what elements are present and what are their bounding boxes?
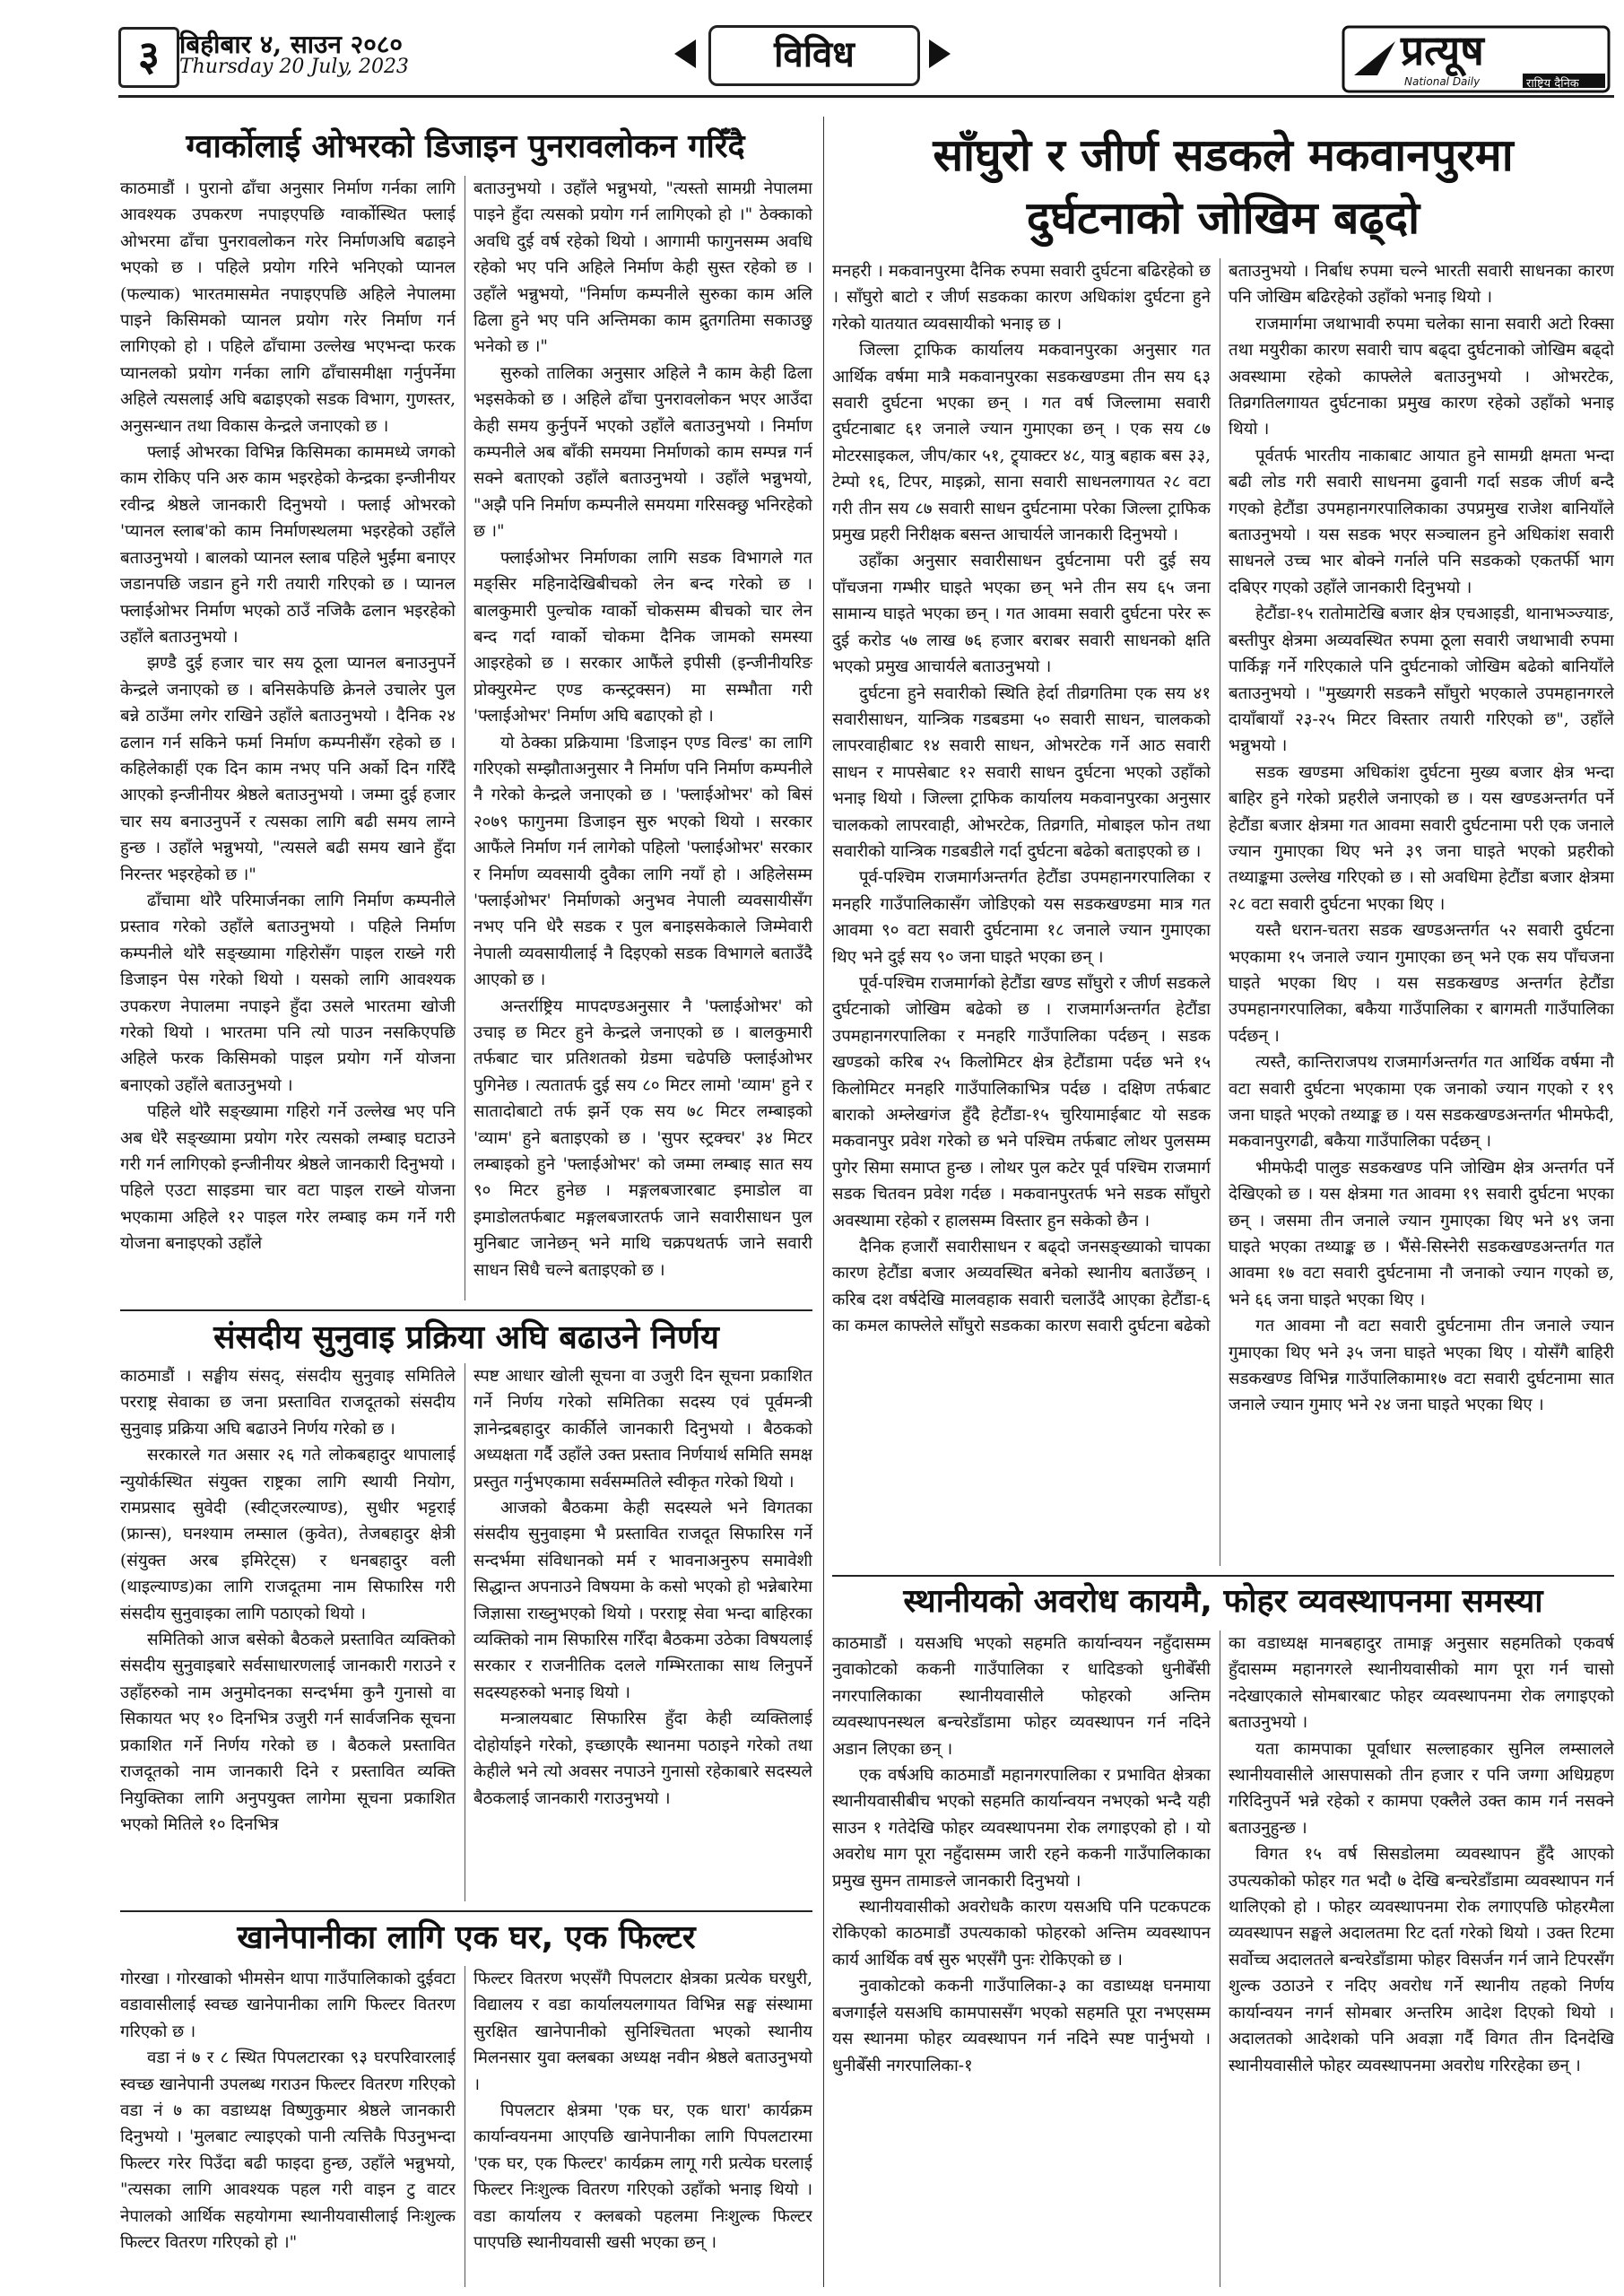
paragraph: यो ठेक्का प्रक्रियामा 'डिजाइन एण्ड विल्ड' का लागि गरिएको सम्झौताअनुसार नै निर्माण पनि निर्माण कम्पनीले नै गरेको केन्द्रले जनाएको छ । 'फ्लाईओभर' को बिसं २०७९ फागुनमा डिजाइन सुरु भएको थियो । सरकार आफैंले निर्माण गर्न लागेको पहिलो 'फ्लाईओभर' सरकार र निर्माण व्यवसायी दुवैका लागि नयाँ हो । अहिलेसम्म 'फ्लाईओभर' निर्माणको अनुभव नेपाली व्यवसायीसँग नभए पनि धेरै सडक र पुल बनाइसकेकाले जिम्मेवारी नेपाली व्यवसायीलाई नै दिइएको सडक विभागले बताउँदै आएको छ । bbox=[473, 733, 812, 990]
masthead-rule bbox=[118, 95, 1614, 98]
paragraph: झण्डै दुई हजार चार सय ठूला प्यानल बनाउनुपर्ने केन्द्रले जनाएको छ । बनिसकेपछि क्रेनले उचालेर पुल बन्ने ठाउँमा लगेर राखिने उहाँले बताउनुभयो । दैनिक २४ ढलान गर्न सकिने फर्मा निर्माण कम्पनीसँग रहेको छ । कहिलेकाहीं एक दिन काम नभए पनि अर्को दिन गरिँदै आएको इन्जीनीयर श्रेष्ठले बताउनुभयो । जम्मा दुई हजार चार सय बनाउनुपर्ने र त्यसका लागि बढी समय लाग्ने हुन्छ । उहाँले भन्नुभयो, "त्यसले बढी समय खाने हुँदा निरन्तर भइरहेको छ ।" bbox=[120, 654, 456, 884]
paragraph: अन्तर्राष्ट्रिय मापदण्डअनुसार नै 'फ्लाईओभर' को उचाइ छ मिटर हुने केन्द्रले जनाएको छ । बालकुमारी तर्फबाट चार प्रतिशतको ग्रेडमा चढेपछि फ्लाईओभर पुगिनेछ । त्यतातर्फ दुई सय ८० मिटर लामो 'व्याम' हुने र सातादोबाटो तर्फ झर्ने एक सय ७८ मिटर लम्बाइको 'व्याम' हुने बताइएको छ । 'सुपर स्ट्रक्चर' ३४ मिटर लम्बाइको हुने 'फ्लाईओभर' को जम्मा लम्बाइ सात सय ९० मिटर हुनेछ । मङ्गलबजारबाट इमाडोल वा इमाडोलतर्फबाट मङ्गलबजारतर्फ जाने सवारीसाधन पुल मुनिबाट जानेछन् भने माथि चक्रपथतर्फ जाने सवारी साधन सिधै चल्ने बताइएको छ । bbox=[473, 996, 812, 1280]
article-column bbox=[832, 1631, 1211, 2287]
paragraph: काठमाडौं । पुरानो ढाँचा अनुसार निर्माण गर्नका लागि आवश्यक उपकरण नपाइएपछि ग्वार्कोस्थित फ्लाई ओभरमा ढाँचा पुनरावलोकन गरेर निर्माणअघि बढाइने भएको छ । पहिले प्रयोग गरिने भनिएको प्यानल (फल्याक) भारतमासमेत नपाइएपछि अहिले नेपालमा पाइने किसिमको प्यानल प्रयोग गरेर निर्माण गर्न लागिएको हो । पहिले ढाँचामा उल्लेख भएभन्दा फरक प्यानलको प्रयोग गर्नका लागि ढाँचासमीक्षा गर्नुपर्नेमा अहिले त्यसलाई अघि बढाइएको सडक विभाग, गुणस्तर, अनुसन्धान तथा विकास केन्द्रले जनाएको छ । bbox=[120, 179, 456, 436]
paragraph: फ्लाईओभर निर्माणका लागि सडक विभागले गत मङ्सिर महिनादेखिबीचको लेन बन्द गरेको छ । बालकुमारी पुल्चोक ग्वार्को चोकसम्म बीचको चार लेन बन्द गर्दा ग्वार्को चोकमा दैनिक जामको समस्या आइरहेको छ । सरकार आफैंले इपीसी (इन्जीनीयरिङ प्रोक्युरमेन्ट एण्ड कन्स्ट्रक्सन) मा सम्भौता गरी 'फ्लाईओभर' निर्माण अघि बढाएको हो । bbox=[473, 548, 812, 726]
paragraph: उहाँका अनुसार सवारीसाधन दुर्घटनामा परी दुई सय पाँचजना गम्भीर घाइते भएका छन् भने तीन सय ६५ जना सामान्य घाइते भएका छन् । गत आवमा सवारी दुर्घटना परेर रू दुई करोड ५७ लाख ७६ हजार बराबर सवारी साधनको क्षति भएको प्रमुख आचार्यले बताउनुभयो । bbox=[832, 552, 1211, 677]
article-column bbox=[832, 258, 1211, 1566]
article-headline-line2: दुर्घटनाको जोखिम बढ्दो bbox=[1026, 192, 1420, 244]
right-triangle-icon bbox=[929, 39, 951, 68]
article-headline: संसदीय सुनुवाइ प्रक्रिया अघि बढाउने निर्णय bbox=[213, 1319, 719, 1356]
logo-sub-nepali: राष्ट्रिय दैनिक bbox=[1526, 77, 1579, 91]
article-rule bbox=[120, 1309, 812, 1311]
article-headline-line1: साँघुरो र जीर्ण सडकले मकवानपुरमा bbox=[933, 129, 1514, 181]
article-column bbox=[120, 1966, 456, 2287]
paragraph: वडा नं ७ र ८ स्थित पिपलटारका ९३ घरपरिवारलाई स्वच्छ खानेपानी उपलब्ध गराउन फिल्टर वितरण गरिएको वडा नं ७ का वडाध्यक्ष विष्णुकुमार श्रेष्ठले जानकारी दिनुभयो । 'मुलबाट ल्याइएको पानी त्यत्तिकै पिउनुभन्दा फिल्टर गरेर पिउँदा बढी फाइदा हुन्छ, उहाँले भन्नुभयो, "त्यसका लागि आवश्यक पहल गरी वाइन टु वाटर नेपालको आर्थिक सहयोगमा स्थानीयवासीलाई निःशुल्क फिल्टर वितरण गरिएको हो ।" bbox=[120, 2048, 456, 2253]
paragraph: पहिले थोरै सङ्ख्यामा गहिरो गर्ने उल्लेख भए पनि अब धेरै सङ्ख्यामा प्रयोग गरेर त्यसको लम्बाइ घटाउने गरी गर्न लागिएको इन्जीनीयर श्रेष्ठले जानकारी दिनुभयो । पहिले एउटा साइडमा चार वटा पाइल राख्ने योजना भएकामा अहिले १२ पाइल गरेर लम्बाइ कम गर्ने गरी योजना बनाइएको उहाँले bbox=[120, 1102, 456, 1254]
date-nepali: बिहीबार ४, साउन २०८० bbox=[179, 30, 403, 59]
paragraph: यस्तै धरान-चतरा सडक खण्डअन्तर्गत ५२ सवारी दुर्घटना भएकामा १५ जनाले ज्यान गुमाएका छन् भने एक सय पाँचजना घाइते भएका थिए । यस सडकखण्ड अन्तर्गत हेटौंडा उपमहानगरपालिका, बकैया गाउँपालिका र बागमती गाउँपालिका पर्दछन् । bbox=[1229, 921, 1614, 1046]
article-rule bbox=[832, 1575, 1614, 1577]
paragraph: स्पष्ट आधार खोली सूचना वा उजुरी दिन सूचना प्रकाशित गर्ने निर्णय गरेको समितिका सदस्य एवं पूर्वमन्त्री ज्ञानेन्द्रबहादुर कार्कीले जानकारी दिनुभयो । बैठकको अध्यक्षता गर्दै उहाँले उक्त प्रस्ताव निर्णयार्थ समिति समक्ष प्रस्तुत गर्नुभएकामा सर्वसम्मतिले स्वीकृत गरेको थियो । bbox=[473, 1367, 812, 1492]
article-column bbox=[473, 1966, 812, 2287]
paragraph: विगत १५ वर्ष सिसडोलमा व्यवस्थापन हुँदै आएको उपत्यकोको फोहर गत भदौ ७ देखि बन्चरेडाँडामा व्यवस्थापन गर्न थालिएको हो । फोहर व्यवस्थापनमा रोक लगाएपछि फोहरमैला व्यवस्थापन सङ्घले अदालतमा रिट दर्ता गरेको थियो । उक्त रिटमा सर्वोच्च अदालतले बन्चरेडाँडामा फोहर विसर्जन गर्न जाने टिपरसँग शुल्क उठाउने र नदिए अवरोध गर्ने स्थानीय तहको निर्णय कार्यान्वयन नगर्न सोमबार अन्तरिम आदेश दिएको थियो । अदालतको आदेशको पनि अवज्ञा गर्दै विगत तीन दिनदेखि स्थानीयवासीले फोहर व्यवस्थापनमा अवरोध गरिरहेका छन् । bbox=[1229, 1845, 1614, 2075]
paragraph: एक वर्षअघि काठमाडौं महानगरपालिका र प्रभावित क्षेत्रका स्थानीयवासीबीच भएको सहमति कार्यान्वयन नभएको भन्दै यही साउन १ गतेदेखि फोहर व्यवस्थापनमा रोक लगाइएको हो । यो अवरोध माग पूरा नहुँदासम्म जारी रहने ककनी गाउँपालिकाका प्रमुख सुमन तामाङले जानकारी दिनुभयो । bbox=[832, 1766, 1211, 1891]
article-headline: स्थानीयको अवरोध कायमै, फोहर व्यवस्थापनमा समस्या bbox=[903, 1583, 1543, 1620]
paragraph: भीमफेदी पालुङ सडकखण्ड पनि जोखिम क्षेत्र अन्तर्गत पर्ने देखिएको छ । यस क्षेत्रमा गत आवमा १९ सवारी दुर्घटना भएका छन् । जसमा तीन जनाले ज्यान गुमाएका थिए भने ४९ जना घाइते भएका तथ्याङ्क छ । भैंसे-सिस्नेरी सडकखण्डअन्तर्गत गत आवमा १७ वटा सवारी दुर्घटनामा नौ जनाको ज्यान गएको छ, भने ६६ जना घाइते भएका थिए । bbox=[1229, 1158, 1614, 1309]
paragraph: दुर्घटना हुने सवारीको स्थिति हेर्दा तीव्रगतिमा एक सय ४१ सवारीसाधन, यान्त्रिक गडबडमा ५० सवारी साधन, चालकको लापरवाहीबाट १४ सवारी साधन, ओभरटेक गर्ने आठ सवारी साधन र मापसेबाट १२ सवारी साधन दुर्घटना भएको उहाँको भनाइ थियो । जिल्ला ट्राफिक कार्यालय मकवानपुरका अनुसार चालकको लापरवाही, ओभरटेक, तिव्रगति, मोबाइल फोन तथा सवारीको यान्त्रिक गडबडीले गर्दा दुर्घटना बढेको बताइएको छ । bbox=[832, 683, 1211, 861]
date-english: Thursday 20 July, 2023 bbox=[179, 56, 409, 78]
article-column bbox=[473, 1363, 812, 1901]
paragraph: सडक खण्डमा अधिकांश दुर्घटना मुख्य बजार क्षेत्र भन्दा बाहिर हुने गरेको प्रहरीले जनाएको छ । यस खण्डअन्तर्गत पर्ने हेटौंडा बजार क्षेत्रमा गत आवमा सवारी दुर्घटनामा परी एक जनाले ज्यान गुमाएका थिए भने ३९ जना घाइते भएको प्रहरीको तथ्याङ्कमा उल्लेख गरिएको छ । सो अवधिमा हेटौंडा बजार क्षेत्रमा २८ वटा सवारी दुर्घटना भएका थिए । bbox=[1229, 762, 1614, 914]
newspaper-logo bbox=[1342, 23, 1611, 95]
paragraph: काठमाडौं । यसअघि भएको सहमति कार्यान्वयन नहुँदासम्म नुवाकोटको ककनी गाउँपालिका र धादिङको धुनीबेँसी नगरपालिकाका स्थानीयवासीले फोहरको अन्तिम व्यवस्थापनस्थल बन्चरेडाँडामा फोहर व्यवस्थापन गर्न नदिने अडान लिएका छन् । bbox=[832, 1634, 1211, 1759]
paragraph: पूर्व-पश्चिम राजमार्गको हेटौंडा खण्ड साँघुरो र जीर्ण सडकले दुर्घटनाको जोखिम बढेको छ । राजमार्गअन्तर्गत हेटौंडा उपमहानगरपालिका र मनहरि गाउँपालिका पर्दछन् । सडक खण्डको करिब २५ किलोमिटर क्षेत्र हेटौंडामा पर्दछ भने १५ किलोमिटर मनहरि गाउँपालिकाभित्र पर्दछ । दक्षिण तर्फबाट बाराको अम्लेखगंज हुँदै हेटौंडा-१५ चुरियामाईबाट यो सडक मकवानपुर प्रवेश गरेको छ भने पश्चिम तर्फबाट लोथर पुलसम्म पुगेर सिमा समाप्त हुन्छ । लोथर पुल कटेर पूर्व पश्चिम राजमार्ग सडक चितवन प्रवेश गर्दछ । मकवानपुरतर्फ भने सडक साँघुरो अवस्थामा रहेको र हालसम्म विस्तार हुन सकेको छैन । bbox=[832, 973, 1211, 1231]
paragraph: नुवाकोटको ककनी गाउँपालिका-३ का वडाध्यक्ष घनमाया बजगाईंले यसअघि कामपाससँग भएको सहमति पूरा नभएसम्म यस स्थानमा फोहर व्यवस्थापन गर्न नदिने स्पष्ट पार्नुभयो । धुनीबेँसी नगरपालिका-१ bbox=[832, 1977, 1211, 2075]
paragraph: दैनिक हजारौं सवारीसाधन र बढ्दो जनसङ्ख्याको चापका कारण हेटौंडा बजार अव्यवस्थित बनेको स्थानीय बताउँछन् । करिब दश वर्षदेखि मालवहाक सवारी चलाउँदै आएका हेटौंडा-६ का कमल काफ्लेले साँघुरो सडकका कारण सवारी दुर्घटना बढेको bbox=[832, 1238, 1211, 1336]
paragraph: गोरखा । गोरखाको भीमसेन थापा गाउँपालिकाको दुईवटा वडावासीलाई स्वच्छ खानेपानीका लागि फिल्टर वितरण गरिएको छ । bbox=[120, 1970, 456, 2041]
paragraph: पिपलटार क्षेत्रमा 'एक घर, एक धारा' कार्यक्रम कार्यान्वयनमा आएपछि खानेपानीका लागि पिपलटारमा 'एक घर, एक फिल्टर' कार्यक्रम लागू गरी प्रत्येक घरलाई फिल्टर निःशुल्क वितरण गरिएको उहाँको भनाइ थियो । वडा कार्यालय र क्लबको पहलमा निःशुल्क फिल्टर पाएपछि स्थानीयवासी खसी भएका छन् । bbox=[473, 2101, 812, 2253]
article-column bbox=[473, 176, 812, 1300]
paragraph: राजमार्गमा जथाभावी रुपमा चलेका साना सवारी अटो रिक्सा तथा मयुरीका कारण सवारी चाप बढ्दा दुर्घटनाको जोखिम बढ्दो अवस्थामा रहेको काफ्लेले बताउनुभयो । ओभरटेक, तिव्रगतिलगायत दुर्घटनाका प्रमुख कारण रहेको उहाँको भनाइ थियो । bbox=[1229, 314, 1614, 439]
paragraph: बताउनुभयो । निर्बाध रुपमा चल्ने भारती सवारी साधनका कारण पनि जोखिम बढिरहेको उहाँको भनाइ थियो । bbox=[1229, 262, 1614, 308]
article-headline: खानेपानीका लागि एक घर, एक फिल्टर bbox=[237, 1919, 696, 1956]
paragraph: पूर्व-पश्चिम राजमार्गअन्तर्गत हेटौंडा उपमहानगरपालिका र मनहरि गाउँपालिकासँग जोडिएको यस सडकखण्डमा मात्र गत आवमा ९० वटा सवारी दुर्घटनामा १८ जनाले ज्यान गुमाएका थिए भने दुई सय ९० जना घाइते भएका छन् । bbox=[832, 868, 1211, 967]
paragraph: त्यस्तै, कान्तिराजपथ राजमार्गअन्तर्गत गत आर्थिक वर्षमा नौ वटा सवारी दुर्घटना भएकामा एक जनाको ज्यान गएको र १९ जना घाइते भएको तथ्याङ्क छ । यस सडकखण्डअन्तर्गत भीमफेदी, मकवानपुरगढी, बकैया गाउँपालिका पर्दछन् । bbox=[1229, 1053, 1614, 1152]
paragraph: मन्त्रालयबाट सिफारिस हुँदा केही व्यक्तिलाई दोहोर्याइने गरेको, इच्छाएकै स्थानमा पठाइने गरेको तथा केहीले भने त्यो अवसर नपाउने गुनासो रहेकाबारे सदस्यले बैठकलाई जानकारी गराउनुभयो । bbox=[473, 1709, 812, 1808]
paragraph: सुरुको तालिका अनुसार अहिले नै काम केही ढिला भइसकेको छ । अहिले ढाँचा पुनरावलोकन भएर आउँदा केही समय कुर्नुपर्ने भएको उहाँले बताउनुभयो । निर्माण कम्पनीले अब बाँकी समयमा निर्माणको काम सम्पन्न गर्न सक्ने बताएको उहाँले बताउनुभयो । उहाँले भन्नुभयो, "अझै पनि निर्माण कम्पनीले समयमा गरिसक्छु भनिरहेको छ ।" bbox=[473, 363, 812, 542]
article-rule bbox=[120, 1910, 812, 1912]
article-column bbox=[1229, 258, 1614, 1566]
section-title: विविध bbox=[708, 25, 920, 86]
article-column bbox=[120, 1363, 456, 1901]
article-headline: ग्वार्कोलाई ओभरको डिजाइन पुनरावलोकन गरिँदै bbox=[186, 128, 745, 165]
paragraph: सरकारले गत असार २६ गते लोकबहादुर थापालाई न्युयोर्कस्थित संयुक्त राष्ट्रका लागि स्थायी नियोग, रामप्रसाद सुवेदी (स्वीट्जरल्याण्ड), सुधीर भट्टराई (फ्रान्स), घनश्याम लम्साल (कुवेत), तेजबहादुर क्षेत्री (संयुक्त अरब इमिरेट्स) र धनबहादुर वली (थाइल्याण्ड)का लागि राजदूतमा नाम सिफारिस गरी संसदीय सुनुवाइका लागि पठाएको थियो । bbox=[120, 1446, 456, 1623]
logo-text: प्रत्यूष bbox=[1401, 26, 1484, 74]
page-number: ३ bbox=[118, 27, 179, 88]
paragraph: स्थानीयवासीको अवरोधकै कारण यसअघि पनि पटकपटक रोकिएको काठमाडौं उपत्यकाको फोहरको अन्तिम व्यवस्थापन कार्य आर्थिक वर्ष सुरु भएसँगै पुनः रोकिएको छ । bbox=[832, 1898, 1211, 1970]
paragraph: फ्लाई ओभरका विभिन्न किसिमका काममध्ये जगको काम रोकिए पनि अरु काम भइरहेको केन्द्रका इन्जीनीयर रवीन्द्र श्रेष्ठले जानकारी दिनुभयो । फ्लाई ओभरको 'प्यानल स्लाब'को काम निर्माणस्थलमा भइरहेको उहाँले बताउनुभयो । बालको प्यानल स्लाब पहिले भुईंमा बनाएर जडानपछि जडान हुने गरी तयारी गरिएको छ । प्यानल फ्लाईओभर निर्माण भएको ठाउँ नजिकै ढलान भइरहेको उहाँले बताउनुभयो । bbox=[120, 443, 456, 647]
left-triangle-icon bbox=[674, 39, 696, 68]
article-column bbox=[1229, 1631, 1614, 2287]
paragraph: मनहरी । मकवानपुरमा दैनिक रुपमा सवारी दुर्घटना बढिरहेको छ । साँघुरो बाटो र जीर्ण सडकका कारण अधिकांश दुर्घटना हुने गरेको यातयात व्यवसायीको भनाइ छ । bbox=[832, 262, 1211, 334]
paragraph: बताउनुभयो । उहाँले भन्नुभयो, "त्यस्तो सामग्री नेपालमा पाइने हुँदा त्यसको प्रयोग गर्न लागिएको हो ।" ठेक्काको अवधि दुई वर्ष रहेको थियो । आगामी फागुनसम्म अवधि रहेको भए पनि अहिले निर्माण केही सुस्त रहेको छ । उहाँले भन्नुभयो, "निर्माण कम्पनीले सुरुका काम अलि ढिला हुने भए पनि अन्तिमका काम द्रुतगतिमा सकाउछु भनेको छ ।" bbox=[473, 179, 812, 357]
section-divider bbox=[823, 117, 824, 2287]
article-column bbox=[120, 176, 456, 1300]
paragraph: हेटौंडा-१५ रातोमाटेखि बजार क्षेत्र एचआइडी, थानाभञ्ज्याङ, बस्तीपुर क्षेत्रमा अव्यवस्थित रुपमा ठूला सवारी जथाभावी रुपमा पार्किङ्ग गर्ने गरिएकाले पनि दुर्घटनाको जोखिम बढेको बानियाँले बताउनुभयो । "मुख्यगरी सडकनै साँघुरो भएकाले उपमहानगरले दायाँबायाँ २३-२५ मिटर विस्तार तयारी गरिएको छ", उहाँले भन्नुभयो । bbox=[1229, 604, 1614, 756]
paragraph: पूर्वतर्फ भारतीय नाकाबाट आयात हुने सामग्री क्षमता भन्दा बढी लोड गरी सवारी साधनमा ढुवानी गर्दा सडक जीर्ण बन्दै गएको हेटौंडा उपमहानगरपालिकाका उपप्रमुख राजेश बानियाँले बताउनुभयो । यस सडक भएर सञ्चालन हुने अधिकांश सवारी साधनले उच्च भार बोक्ने गर्नाले पनि सडकको एकतर्फी भाग दबिएर गएको उहाँले जानकारी दिनुभयो । bbox=[1229, 446, 1614, 597]
paragraph: आजको बैठकमा केही सदस्यले भने विगतका संसदीय सुनुवाइमा भै प्रस्तावित राजदूत सिफारिस गर्ने सन्दर्भमा संविधानको मर्म र भावनाअनुरुप समावेशी सिद्धान्त अपनाउने विषयमा के कसो भएको हो भन्नेबारेमा जिज्ञासा राख्नुभएको थियो । परराष्ट्र सेवा भन्दा बाहिरका व्यक्तिको नाम सिफारिस गरिँदा बैठकमा उठेका विषयलाई सरकार र राजनीतिक दलले गम्भिरताका साथ लिनुपर्ने सदस्यहरुको भनाइ थियो । bbox=[473, 1499, 812, 1702]
paragraph: काठमाडौं । सङ्घीय संसद्, संसदीय सुनुवाइ समितिले परराष्ट्र सेवाका छ जना प्रस्तावित राजदूतको संसदीय सुनुवाइ प्रक्रिया अघि बढाउने निर्णय गरेको छ । bbox=[120, 1367, 456, 1439]
logo-sub-english: National Daily bbox=[1404, 75, 1481, 88]
paragraph: ढाँचामा थोरै परिमार्जनका लागि निर्माण कम्पनीले प्रस्ताव गरेको उहाँले बताउनुभयो । पहिले निर्माण कम्पनीले थोरै सङ्ख्यामा गहिरोसँग पाइल राख्ने गरी डिजाइन पेस गरेको थियो । यसको लागि आवश्यक उपकरण नेपालमा नपाइने हुँदा उसले भारतमा खोजी गरेको थियो । भारतमा पनि त्यो पाउन नसकिएपछि अहिले फरक किसिमको पाइल प्रयोग गर्ने योजना बनाएको उहाँले बताउनुभयो । bbox=[120, 891, 456, 1095]
paragraph: जिल्ला ट्राफिक कार्यालय मकवानपुरका अनुसार गत आर्थिक वर्षमा मात्रै मकवानपुरका सडकखण्डमा तीन सय ६३ सवारी दुर्घटना भएका छन् । गत वर्ष जिल्लामा सवारी दुर्घटनाबाट ६१ जनाले ज्यान गुमाएका छन् । एक सय ८७ मोटरसाइकल, जीप/कार ५१, ट्र्याक्टर ४८, यात्रु बहाक बस ३३, टेम्पो १६, टिपर, माइक्रो, साना सवारी साधनलगायत २८ वटा गरी तीन सय ८७ सवारी साधन दुर्घटनामा परेका जिल्ला ट्राफिक प्रमुख प्रहरी निरीक्षक बसन्त आचार्यले जानकारी दिनुभयो । bbox=[832, 341, 1211, 545]
paragraph: फिल्टर वितरण भएसँगै पिपलटार क्षेत्रका प्रत्येक घरधुरी, विद्यालय र वडा कार्यालयलगायत विभिन्न सङ्घ संस्थामा सुरक्षित खानेपानीको सुनिश्चितता भएको स्थानीय मिलनसार युवा क्लबका अध्यक्ष नवीन श्रेष्ठले बताउनुभयो । bbox=[473, 1970, 812, 2094]
paragraph: का वडाध्यक्ष मानबहादुर तामाङ्ग अनुसार सहमतिको एकवर्ष हुँदासम्म महानगरले स्थानीयवासीको माग पूरा गर्न चासो नदेखाएकाले सोमबारबाट फोहर व्यवस्थापनमा रोक लगाइएको बताउनुभयो । bbox=[1229, 1634, 1614, 1733]
paragraph: समितिको आज बसेको बैठकले प्रस्तावित व्यक्तिको संसदीय सुनुवाइबारे सर्वसाधारणलाई जानकारी गराउने र उहाँहरुको नाम अनुमोदनका सन्दर्भमा कुनै गुनासो वा सिकायत भए १० दिनभित्र उजुरी गर्न सार्वजनिक सूचना प्रकाशित गर्ने निर्णय गरेको छ । बैठकले प्रस्तावित राजदूतको नाम जानकारी दिने र प्रस्तावित व्यक्ति नियुक्तिका लागि अनुपयुक्त लागेमा सूचना प्रकाशित भएको मितिले १० दिनभित्र bbox=[120, 1631, 456, 1834]
paragraph: गत आवमा नौ वटा सवारी दुर्घटनामा तीन जनाले ज्यान गुमाएका थिए भने ३५ जना घाइते भएका थिए । योसँगै बाहिरी सडकखण्ड विभिन्न गाउँपालिकामा१७ वटा सवारी दुर्घटनामा सात जनाले ज्यान गुमाए भने २४ जना घाइते भएका थिए । bbox=[1229, 1317, 1614, 1415]
paragraph: यता कामपाका पूर्वाधार सल्लाहकार सुनिल लम्सालले स्थानीयवासीले आसपासको तीन हजार र पनि जग्गा अधिग्रहण गरिदिनुपर्ने भन्ने रहेको र कामपा एक्लैले उक्त काम गर्न नसक्ने बताउनुहुन्छ । bbox=[1229, 1739, 1614, 1838]
